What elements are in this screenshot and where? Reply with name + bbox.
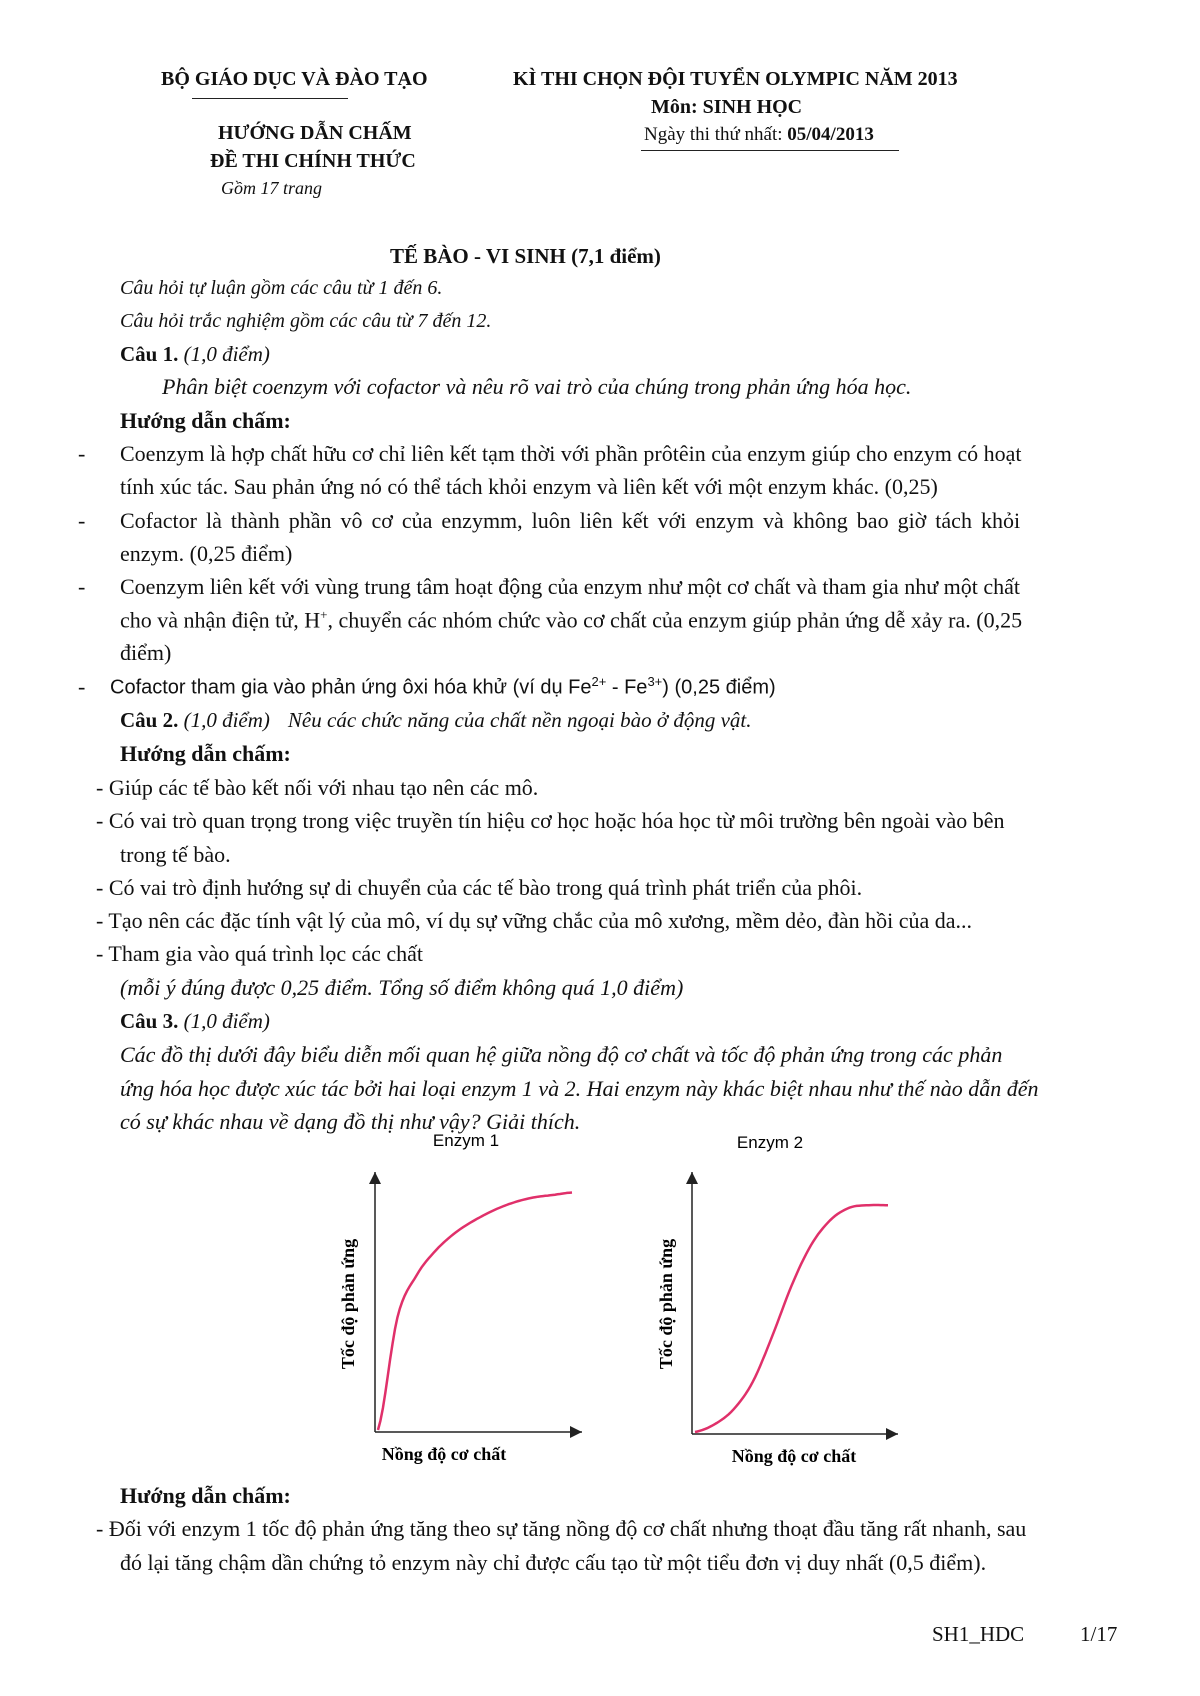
ion-charge: 3+ [647,674,663,689]
chart-1-title: Enzym 1 [432,1131,500,1150]
q1-answer-line: Coenzym là hợp chất hữu cơ chỉ liên kết tạm thời với phần prôtêin của enzym giúp cho enzym có hoạt [120,441,1022,466]
chart-1-curve [378,1193,572,1431]
footer-code: SH1_HDC [932,1622,1025,1646]
q2-answer-line: - Tham gia vào quá trình lọc các chất [96,941,424,966]
q1-answer-line: điểm) [120,640,172,665]
q3-prompt-line: có sự khác nhau về dạng đồ thị như vậy? Giải thích. [120,1109,581,1134]
section-title: TẾ BÀO - VI SINH (7,1 điểm) [390,244,661,268]
list-bullet: - [78,674,86,699]
q1-answer-line: enzym. (0,25 điểm) [120,541,293,566]
chart-2-y-arrow [686,1172,698,1184]
q2-label: Câu 2. [120,708,179,732]
q2-points: (1,0 điểm) [178,708,270,732]
exam-date-value: 05/04/2013 [787,124,874,145]
page-count: Gồm 17 trang [221,178,323,198]
chart-2-xlabel: Nồng độ cơ chất [731,1446,857,1466]
q1-text: , chuyển các nhóm chức vào cơ chất của enzym giúp phản ứng dễ xảy ra. (0,25 [327,607,1023,633]
q1-text: ) (0,25 điểm) [662,676,776,699]
section-intro-essay: Câu hỏi tự luận gồm các câu từ 1 đến 6. [120,277,443,299]
exam-date-label: Ngày thi thứ nhất: [644,124,788,145]
q1-text: Cofactor tham gia vào phản ứng ôxi hóa khử (ví dụ Fe [110,676,592,699]
list-bullet: - [78,508,86,533]
q2-answer-line: - Có vai trò định hướng sự di chuyển của các tế bào trong quá trình phát triển của phôi. [96,875,863,900]
q2-answer-line: - Tạo nên các đặc tính vật lý của mô, ví dụ sự vững chắc của mô xương, mềm dẻo, đàn hồi của da... [96,908,973,933]
q3-answer-line: đó lại tăng chậm dần chứng tỏ enzym này chỉ được cấu tạo từ một tiểu đơn vị duy nhất (0,5 điểm). [120,1550,987,1575]
q3-answer-line: - Đối với enzym 1 tốc độ phản ứng tăng theo sự tăng nồng độ cơ chất nhưng thoạt đầu tăng rất nhanh, sau [96,1516,1027,1541]
page-number: 1/17 [1080,1622,1118,1646]
q1-prompt: Phân biệt coenzym với cofactor và nêu rõ vai trò của chúng trong phản ứng hóa học. [162,374,912,399]
chart-1-y-arrow [369,1172,381,1184]
doc-status: ĐỀ THI CHÍNH THỨC [210,150,416,172]
q2-answer-line: - Có vai trò quan trọng trong việc truyền tín hiệu cơ học hoặc hóa học từ môi trường bên ngoài vào bên [96,808,1005,833]
q3-label: Câu 3. [120,1009,179,1033]
q2-answer-line: - Giúp các tế bào kết nối với nhau tạo nên các mô. [96,775,539,800]
ministry-name: BỘ GIÁO DỤC VÀ ĐÀO TẠO [161,68,428,90]
q1-answer-line: Coenzym liên kết với vùng trung tâm hoạt động của enzym như một cơ chất và tham gia như một chất [120,574,1021,599]
chart-1-xlabel: Nồng độ cơ chất [381,1444,507,1464]
q2-scoring-note: (mỗi ý đúng được 0,25 điểm. Tổng số điểm không quá 1,0 điểm) [120,975,684,1000]
q1-answer-line: tính xúc tác. Sau phản ứng nó có thể tách khỏi enzym và liên kết với một enzym khác. (0,25) [120,474,938,499]
q2-answer-line: trong tế bào. [120,842,231,867]
chart-1-ylabel: Tốc độ phản ứng [338,1238,358,1370]
q1-label: Câu 1. [120,342,179,366]
exam-subject: Môn: SINH HỌC [651,96,803,118]
q1-answer-line: Cofactor là thành phần vô cơ của enzymm, luôn liên kết với enzym và không bao giờ tách khỏi [120,508,1021,533]
q3-prompt-line: ứng hóa học được xúc tác bởi hai loại enzym 1 và 2. Hai enzym này khác biệt nhau như thế nào dẫn đến [120,1076,1039,1101]
q2-guide-heading: Hướng dẫn chấm: [120,741,291,766]
q1-points: (1,0 điểm) [178,342,270,366]
q3-points: (1,0 điểm) [178,1009,270,1033]
section-intro-mcq: Câu hỏi trắc nghiệm gồm các câu từ 7 đến 12. [120,310,492,332]
q1-guide-heading: Hướng dẫn chấm: [120,408,291,433]
chart-2-ylabel: Tốc độ phản ứng [656,1238,676,1370]
exam-title: KÌ THI CHỌN ĐỘI TUYỂN OLYMPIC NĂM 2013 [513,68,958,90]
q3-guide-heading: Hướng dẫn chấm: [120,1483,291,1508]
q1-text: - Fe [606,676,648,699]
list-bullet: - [78,441,86,466]
chart-2-x-arrow [886,1428,898,1440]
chart-2-title: Enzym 2 [736,1133,804,1152]
proton-superscript: + [320,607,328,622]
chart-2-curve [695,1205,888,1432]
q2-prompt: Nêu các chức năng của chất nền ngoại bào ở động vật. [287,708,752,732]
q3-prompt-line: Các đồ thị dưới đây biểu diễn mối quan hệ giữa nồng độ cơ chất và tốc độ phản ứng trong các phản [120,1042,1003,1067]
list-bullet: - [78,574,86,599]
chart-1-x-arrow [570,1426,582,1438]
doc-type: HƯỚNG DẪN CHẤM [218,122,412,144]
ion-charge: 2+ [591,674,607,689]
q1-text: cho và nhận điện tử, H [120,607,321,633]
